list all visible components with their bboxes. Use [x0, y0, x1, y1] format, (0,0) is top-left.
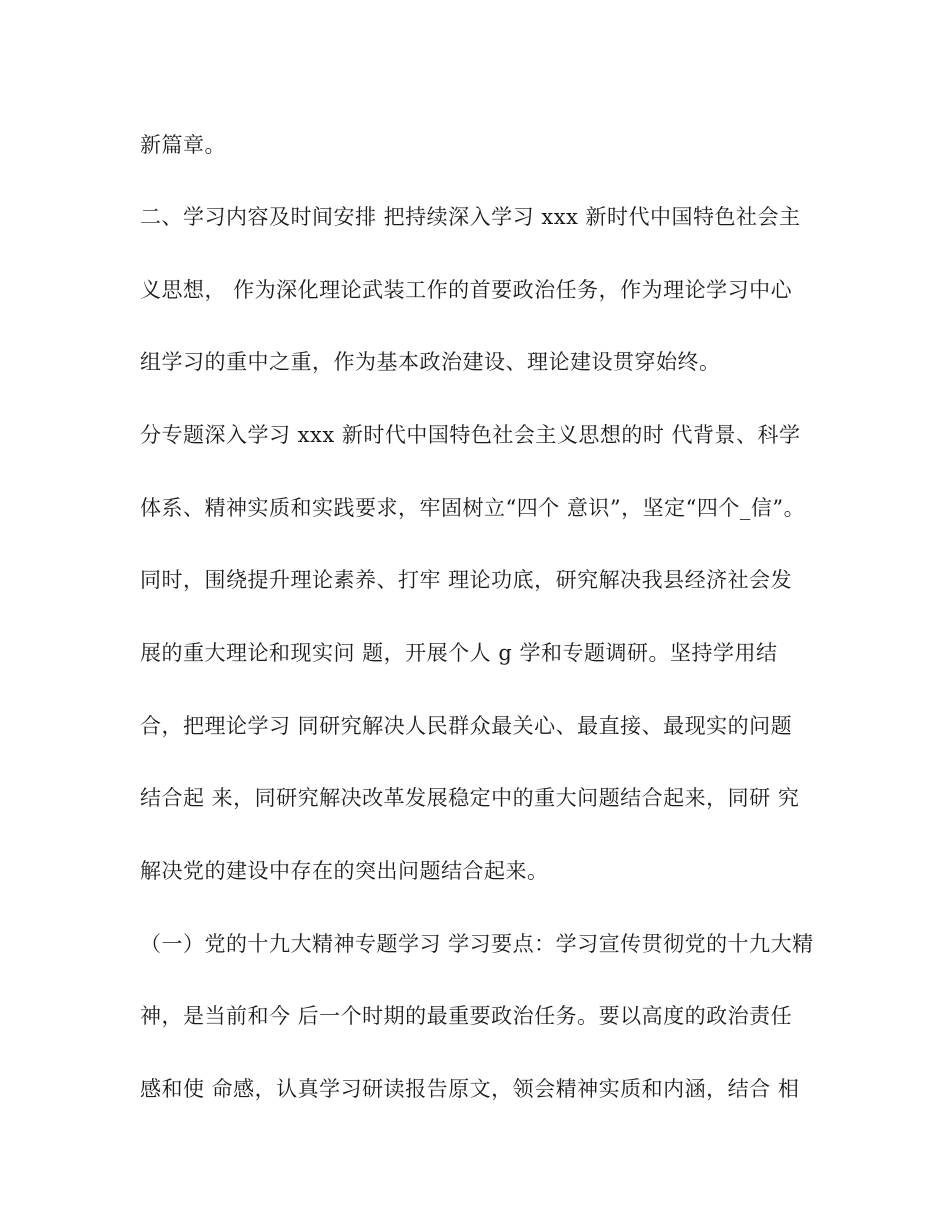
text-line: 解决党的建设中存在的突出问题结合起来。 [140, 859, 549, 883]
text-line: 二、学习内容及时间安排 把持续深入学习 xxx 新时代中国特色社会主 [140, 205, 801, 229]
text-line: 义思想， 作为深化理论武装工作的首要政治任务，作为理论学习中心 [140, 278, 793, 302]
text-line: （一）党的十九大精神专题学习 学习要点：学习宣传贯彻党的十九大精 [140, 932, 814, 956]
text-line: 结合起 来，同研究解决改革发展稳定中的重大问题结合起来，同研 究 [140, 786, 800, 810]
text-line: 同时，围绕提升理论素养、打牢 理论功底，研究解决我县经济社会发 [140, 568, 793, 592]
text-line: 新篇章。 [140, 133, 226, 157]
text-line: 组学习的重中之重，作为基本政治建设、理论建设贯穿始终。 [140, 350, 721, 374]
text-line: 合，把理论学习 同研究解决人民群众最关心、最直接、最现实的问题 [140, 714, 793, 738]
text-line: 神，是当前和今 后一个时期的最重要政治任务。要以高度的政治责任 [140, 1004, 793, 1028]
text-line: 体系、精神实质和实践要求，牢固树立“四个 意识”，坚定“四个_信”。 [140, 496, 806, 520]
text-line: 分专题深入学习 xxx 新时代中国特色社会主义思想的时 代背景、科学 [140, 423, 801, 447]
text-line: 感和使 命感，认真学习研读报告原文，领会精神实质和内涵，结合 相 [140, 1077, 800, 1101]
text-line: 展的重大理论和现实问 题，开展个人 g 学和专题调研。坚持学用结 [140, 641, 778, 665]
